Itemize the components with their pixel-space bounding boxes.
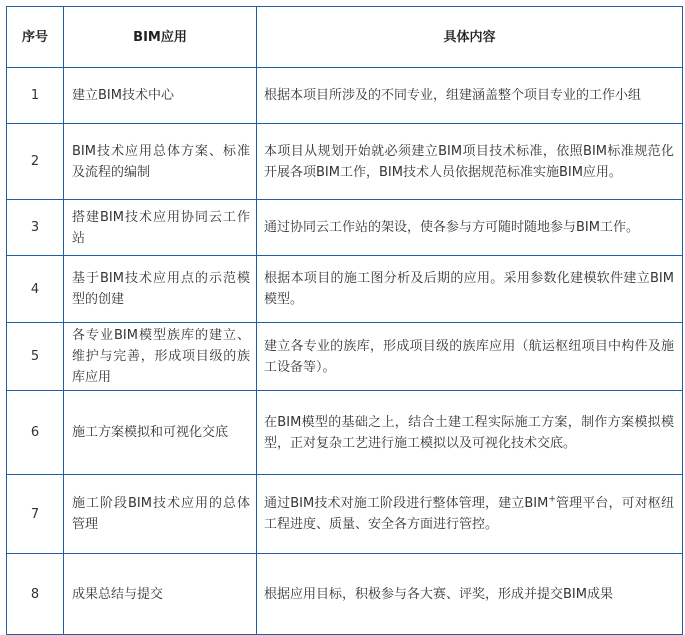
row-application: 各专业BIM模型族库的建立、维护与完善，形成项目级的族库应用 [64,323,257,391]
row-content: 在BIM模型的基础之上，结合土建工程实际施工方案，制作方案模拟模型，正对复杂工艺进行施工模拟以及可视化技术交底。 [257,391,683,475]
row-content-superscript: + [548,494,556,505]
row-content-before: 通过BIM技术对施工阶段进行整体管理，建立BIM [264,496,549,511]
table-row [7,68,683,124]
row-application: 施工方案模拟和可视化交底 [64,391,257,475]
row-content-after: 管理平台，可对枢纽工程进度、质量、安全各方面进行管控。 [264,496,674,532]
row-index: 7 [7,475,64,554]
row-content: 根据本项目的施工图分析及后期的应用。采用参数化建模软件建立BIM模型。 [257,256,683,323]
table-row [7,475,683,554]
row-index: 4 [7,256,64,323]
bim-application-table-container [6,6,683,635]
header-content: 具体内容 [257,7,683,68]
row-content [257,475,683,554]
row-content: 建立各专业的族库，形成项目级的族库应用（航运枢纽项目中构件及施工设备等）。 [257,323,683,391]
row-content: 本项目从规划开始就必须建立BIM项目技术标准，依照BIM标准规范化开展各项BIM工作，BIM技术人员依据规范标准实施BIM应用。 [257,124,683,200]
table-row [7,124,683,200]
table-header-row [7,7,683,68]
header-application: BIM应用 [64,7,257,68]
row-index: 5 [7,323,64,391]
table-row [7,323,683,391]
row-application: 建立BIM技术中心 [64,68,257,124]
table-row [7,554,683,635]
row-content: 根据应用目标，积极参与各大赛、评奖，形成并提交BIM成果 [257,554,683,635]
row-application: 基于BIM技术应用点的示范模型的创建 [64,256,257,323]
row-application: BIM技术应用总体方案、标准及流程的编制 [64,124,257,200]
row-application: 搭建BIM技术应用协同云工作站 [64,200,257,256]
table-row [7,256,683,323]
row-content: 通过协同云工作站的架设，使各参与方可随时随地参与BIM工作。 [257,200,683,256]
table-row [7,200,683,256]
row-application: 施工阶段BIM技术应用的总体管理 [64,475,257,554]
row-index: 1 [7,68,64,124]
row-index: 8 [7,554,64,635]
table-row [7,391,683,475]
row-content: 根据本项目所涉及的不同专业，组建涵盖整个项目专业的工作小组 [257,68,683,124]
row-index: 2 [7,124,64,200]
row-application: 成果总结与提交 [64,554,257,635]
header-index: 序号 [7,7,64,68]
row-index: 6 [7,391,64,475]
row-index: 3 [7,200,64,256]
bim-application-table [6,6,683,635]
